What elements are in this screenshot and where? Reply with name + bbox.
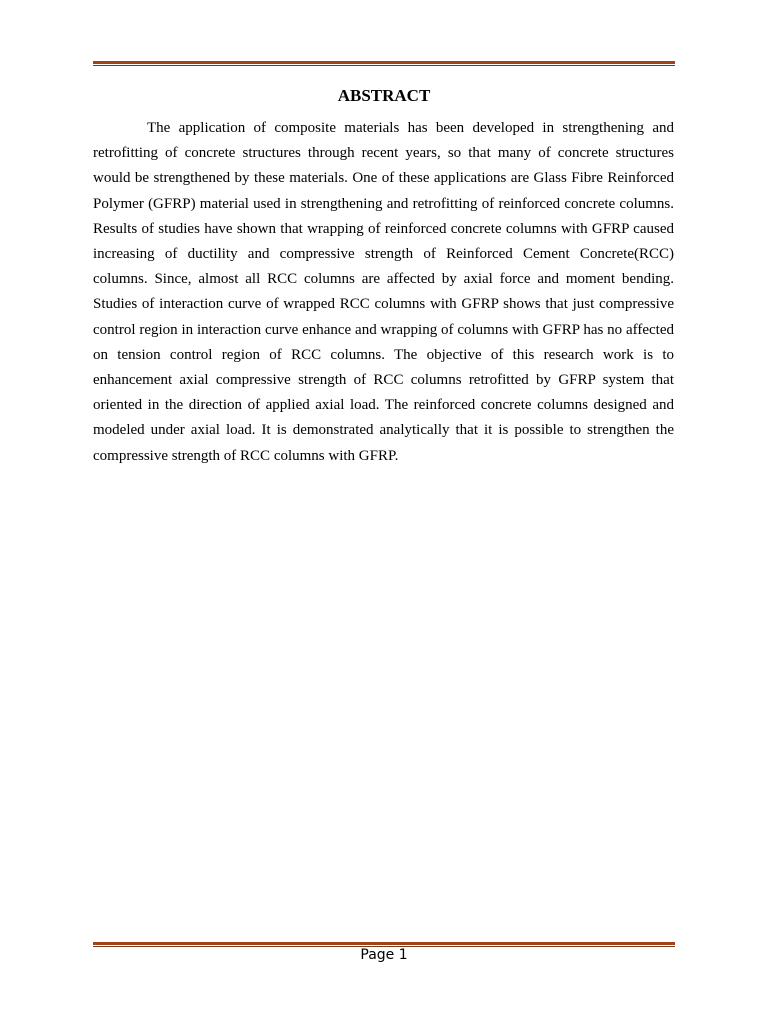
footer-rule-thick-line	[93, 942, 675, 945]
page-number: Page 1	[360, 947, 408, 963]
header-rule-thin-line	[93, 65, 675, 66]
abstract-title: ABSTRACT	[337, 86, 431, 105]
abstract-paragraph: The application of composite materials has been developed in strengthening and retrofitting of concrete structures through recent years, so that many of concrete structures would be strengthened by these materials. One of these applications are Glass Fibre Reinforced Polymer (GFRP) material used in strengthening and retrofitting of reinforced concrete columns. Results of studies have shown that wrapping of reinforced concrete columns with GFRP caused increasing of ductility and compressive strength of Reinforced Cement Concrete(RCC) columns. Since, almost all RCC columns are affected by axial force and moment bending. Studies of interaction curve of wrapped RCC columns with GFRP shows that just compressive control region in interaction curve enhance and wrapping of columns with GFRP has no affected on tension control region of RCC columns. The objective of this research work is to enhancement axial compressive strength of RCC columns retrofitted by GFRP system that oriented in the direction of applied axial load. The reinforced concrete columns designed and modeled under axial load. It is demonstrated analytically that it is possible to strengthen the compressive strength of RCC columns with GFRP.	[93, 120, 674, 464]
header-rule-thick-line	[93, 61, 675, 64]
header-rule	[93, 61, 675, 67]
